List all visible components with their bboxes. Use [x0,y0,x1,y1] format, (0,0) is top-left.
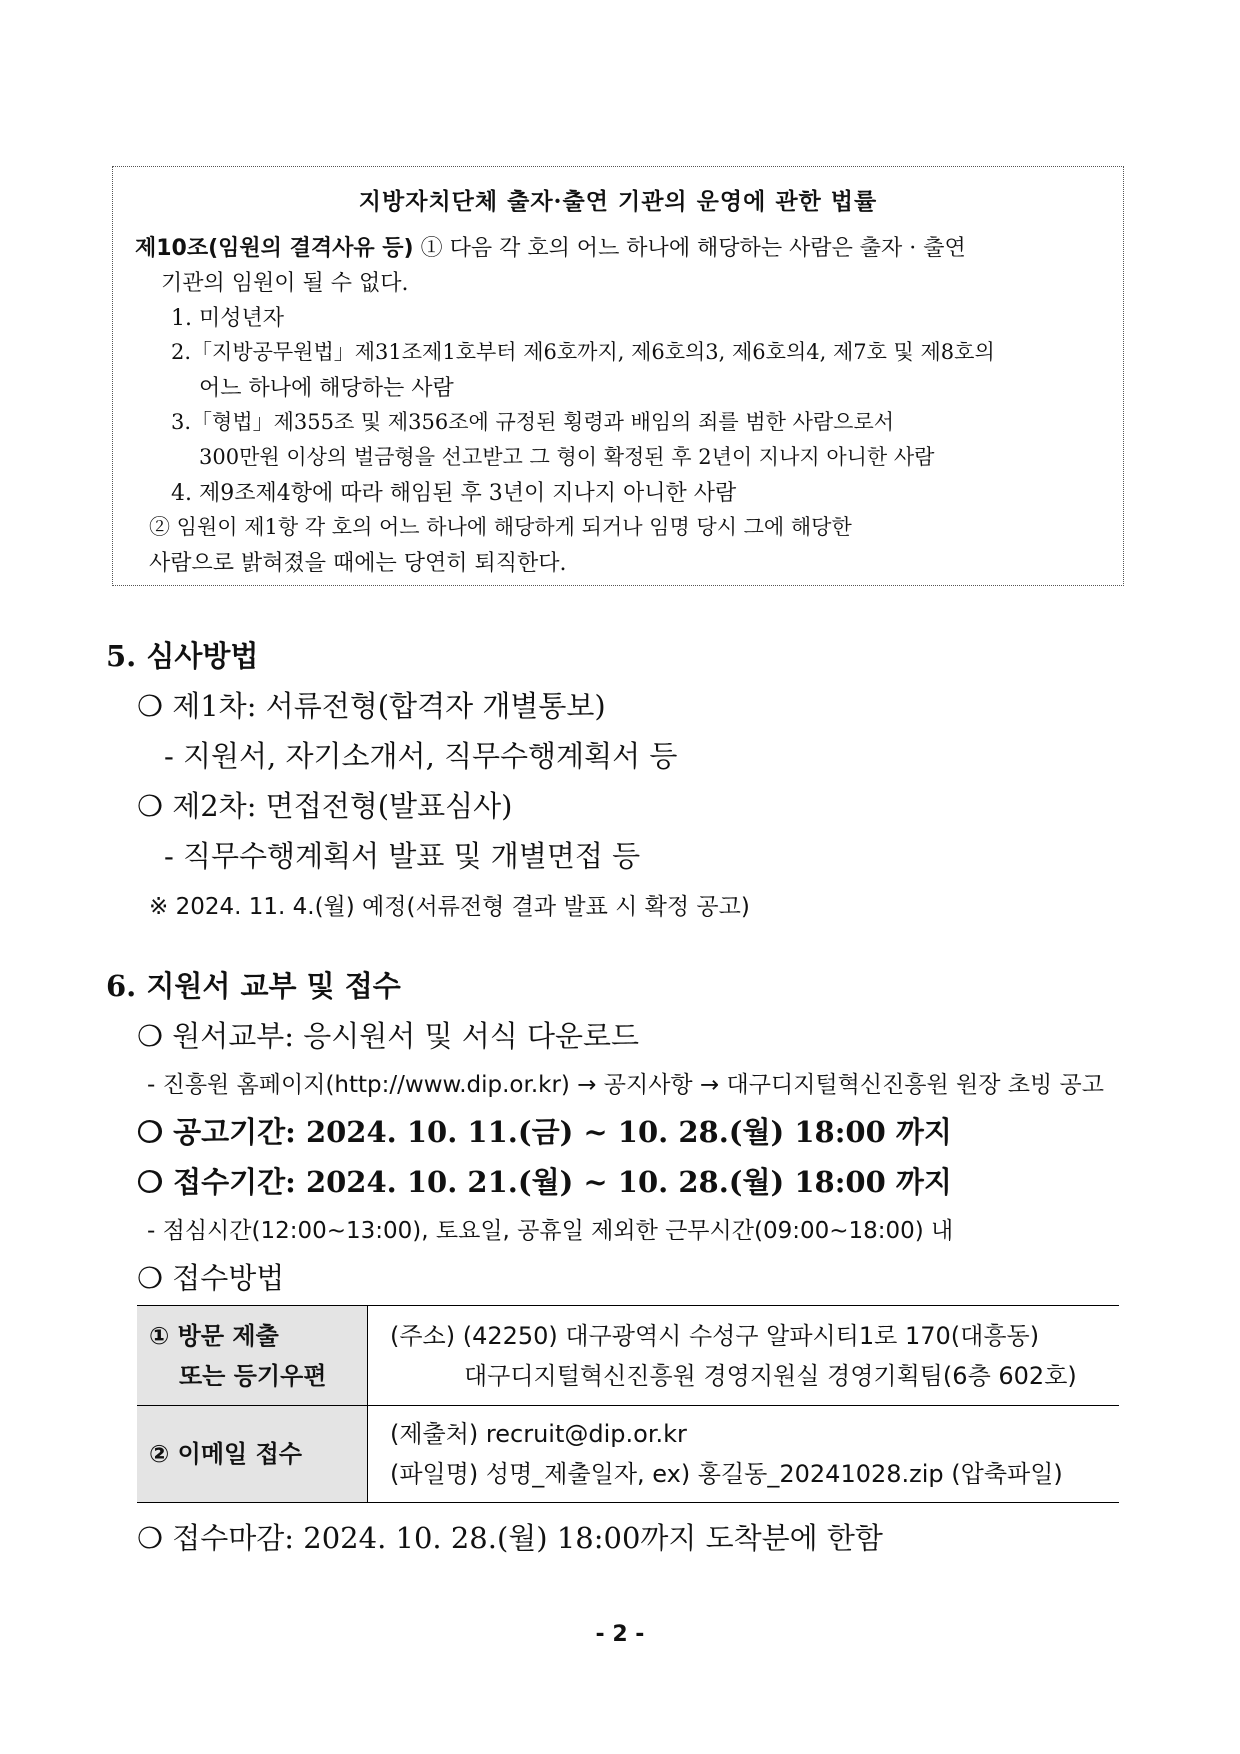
method-value-cell [368,1406,1120,1503]
method-label-line: ① 방문 제출 [149,1321,279,1350]
section-6-heading: 6. 지원서 교부 및 접수 [106,969,401,1003]
law-excerpt-box [112,166,1124,586]
item-3-line-2: 300만원 이상의 벌금형을 선고받고 그 형이 확정된 후 2년이 지나지 아니한 사람 [199,445,935,469]
round-2-detail: - 직무수행계획서 발표 및 개별면접 등 [164,839,641,873]
item-2-line-1: 2.「지방공무원법」제31조제1호부터 제6호까지, 제6호의3, 제6호의4, 제7호 및 제8호의 [171,340,995,364]
distribution-detail: - 진흥원 홈페이지(http://www.dip.or.kr) → 공지사항 → 대구디지털혁신진흥원 원장 초빙 공고 [147,1072,1104,1098]
item-3-line-1: 3.「형법」제355조 및 제356조에 규정된 횡령과 배임의 죄를 범한 사람으로서 [171,410,895,434]
item-4: 4. 제9조제4항에 따라 해임된 후 3년이 지나지 아니한 사람 [171,481,737,506]
round-1-detail: - 지원서, 자기소개서, 직무수행계획서 등 [164,739,678,773]
notice-period: ❍ 공고기간: 2024. 10. 11.(금) ~ 10. 28.(월) 18:00 까지 [137,1115,952,1149]
paragraph-2-line-1: ② 임원이 제1항 각 호의 어느 하나에 해당하게 되거나 임명 당시 그에 해당한 [149,515,852,539]
method-label-line: 또는 등기우편 [179,1361,327,1390]
filename-line: (파일명) 성명_제출일자, ex) 홍길동_20241028.zip (압축파일) [390,1460,1063,1488]
address-line: (주소) (42250) 대구광역시 수성구 알파시티1로 170(대흥동) [390,1321,1040,1350]
table-row [137,1306,1119,1406]
article-line-1 [135,231,966,262]
section-5-heading: 5. 심사방법 [106,639,259,673]
article-heading: 제10조(임원의 결격사유 등) [135,236,414,261]
receipt-detail: - 점심시간(12:00~13:00), 토요일, 공휴일 제외한 근무시간(09:00~18:00) 내 [147,1218,954,1244]
round-1: ❍ 제1차: 서류전형(합격자 개별통보) [137,689,606,723]
interview-note: ※ 2024. 11. 4.(월) 예정(서류전형 결과 발표 시 확정 공고) [149,894,750,920]
item-2-line-2: 어느 하나에 해당하는 사람 [199,376,454,401]
paragraph-2-line-2: 사람으로 밝혀졌을 때에는 당연히 퇴직한다. [149,551,567,576]
item-1: 1. 미성년자 [171,306,284,331]
email-line: (제출처) recruit@dip.or.kr [390,1420,687,1448]
article-line-2: 기관의 임원이 될 수 없다. [161,271,409,296]
method-label-line: ② 이메일 접수 [149,1440,302,1468]
law-title: 지방자치단체 출자·출연 기관의 운영에 관한 법률 [358,188,878,215]
round-2: ❍ 제2차: 면접전형(발표심사) [137,789,513,823]
table-row [137,1406,1119,1503]
receipt-period: ❍ 접수기간: 2024. 10. 21.(월) ~ 10. 28.(월) 18:00 까지 [137,1165,952,1199]
deadline: ❍ 접수마감: 2024. 10. 28.(월) 18:00까지 도착분에 한함 [137,1521,883,1555]
article-text: ① 다음 각 호의 어느 하나에 해당하는 사람은 출자 · 출연 [420,236,966,261]
page-number: - 2 - [595,1622,645,1647]
method-label-cell [137,1306,368,1406]
receipt-method-label: ❍ 접수방법 [137,1261,285,1295]
method-label-cell [137,1406,368,1503]
receipt-method-table [137,1305,1119,1503]
method-value-cell [368,1306,1120,1406]
address-line: 대구디지털혁신진흥원 경영지원실 경영기획팀(6층 602호) [464,1361,1077,1390]
distribution: ❍ 원서교부: 응시원서 및 서식 다운로드 [137,1019,640,1053]
